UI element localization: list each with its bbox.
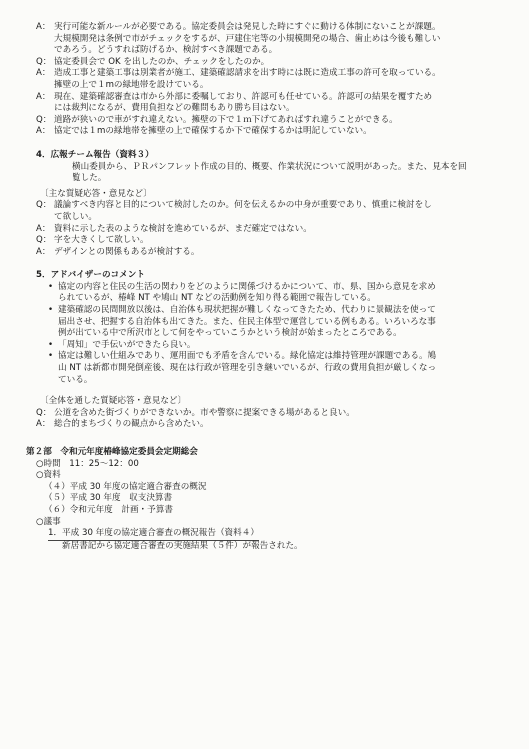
- qa-row: [26, 115, 499, 127]
- qa-mark: A：: [36, 223, 51, 234]
- section-4-body: [26, 162, 499, 185]
- bullet-dot-icon: •: [48, 351, 54, 362]
- agenda-label: ○議事: [36, 516, 61, 527]
- bullet-text-line: ている。: [58, 374, 93, 385]
- qa-text-line: 字を大きくして欲しい。: [54, 235, 149, 246]
- qa-text: [54, 22, 499, 57]
- qa-mark: Q：: [36, 235, 52, 246]
- qa-text-line: には裁判になるが、費用負担などの難問もあり勝ち目はない。: [54, 103, 295, 114]
- qa-row: [26, 247, 499, 259]
- qa-row: [26, 22, 499, 57]
- qa-text: [54, 247, 499, 259]
- section-5-heading: 5．アドバイザーのコメント: [36, 270, 145, 281]
- qa-text: [54, 92, 499, 115]
- bullet-text-line: 山 NT は新都市開発倒産後、現在は行政が管理を引き継いでいるが、行政の費用負担が厳しくなっ: [58, 363, 437, 374]
- section-5-qa-heading: 〔全体を通した質疑応答・意見など〕: [40, 396, 187, 407]
- qa-row: [26, 235, 499, 247]
- qa-text: [54, 408, 499, 420]
- qa-text: [54, 419, 499, 431]
- bullet-text-line: 例が出ている中で所沢市として何をやっていこうかという検討が始まったところである。: [58, 328, 402, 339]
- section-4-body-line: 横山委員から、ＰＲパンフレット作成の目的、概要、作業状況について説明があった。また、見本を回: [72, 161, 467, 172]
- agenda-body: 新居書記から協定適合審査の実施結果（５件）が報告された。: [62, 540, 303, 551]
- qa-text: [54, 200, 499, 223]
- qa-row: [26, 92, 499, 115]
- qa-mark: A：: [36, 22, 51, 32]
- qa-text-line: 造成工事と建築工事は別業者が施工、建築確認請求を出す時には既に造成工事の許可を取っている。: [54, 68, 441, 79]
- meeting-time: ○時間 11：25～12：00: [36, 458, 139, 469]
- qa-mark: Q：: [36, 200, 52, 211]
- bullet-text-line: 届出させ、把握する自治体も出てきた。また、住民主体型で運営している例もある。いろいろな事: [58, 316, 436, 327]
- bullet-text-line: 協定は難しい仕組みであり、運用面でも矛盾を含んでいる。緑化協定は維持管理が課題である。鳩: [58, 351, 437, 362]
- qa-row: [26, 57, 499, 69]
- qa-text-line: 大規模開発は条例で市がチェックをするが、戸建住宅等の小規模開発の場合、歯止めは今後も難しい: [54, 33, 441, 44]
- qa-text-line: 実行可能な新ルールが必要である。協定委員会は発見した時にすぐに動ける体制にないことが課題。: [54, 22, 441, 32]
- qa-text-line: 擁壁の上で１mの緑地帯を設けている。: [54, 79, 209, 90]
- qa-text-line: デザインとの関係もあるが検討する。: [54, 246, 200, 257]
- qa-text-line: 総合的まちづくりの観点から含めたい。: [54, 419, 209, 430]
- comment-bullet: [26, 351, 499, 386]
- qa-row: [26, 68, 499, 91]
- qa-row: [26, 419, 499, 431]
- qa-mark: A：: [36, 419, 51, 430]
- comment-bullet: [26, 340, 499, 352]
- qa-mark: Q：: [36, 56, 52, 67]
- section-4-body-line: 覧した。: [72, 173, 107, 184]
- qa-text: [54, 224, 499, 236]
- qa-mark: A：: [36, 246, 51, 257]
- qa-mark: Q：: [36, 114, 52, 125]
- agenda-item-title: 1．平成 30 年度の協定適合審査の概況報告（資料４）: [48, 528, 259, 541]
- comment-bullet: [26, 282, 499, 305]
- qa-text-line: であろう。どうすれば防げるか、検討すべき課題である。: [54, 45, 278, 56]
- qa-text: [54, 126, 499, 138]
- qa-block-top: [26, 22, 499, 138]
- section-5-qa: [26, 408, 499, 431]
- qa-text-line: 協定では１mの緑地帯を擁壁の上で確保するか下で確保するかは明記していない。: [54, 126, 372, 137]
- bullet-text: [58, 351, 436, 386]
- qa-text-line: て欲しい。: [54, 211, 97, 222]
- agenda-item: [26, 528, 499, 541]
- bullet-dot-icon: •: [48, 281, 54, 292]
- qa-text-line: 議論すべき内容と目的について検討したのか。何を伝えるかの中身が重要であり、慎重に検討をし: [54, 200, 432, 211]
- qa-mark: A：: [36, 68, 51, 79]
- material-item: （６）令和元年度 計画・予算書: [44, 504, 173, 515]
- section-4-heading: 4．広報チーム報告（資料３）: [36, 149, 154, 160]
- qa-mark: A：: [36, 126, 51, 137]
- comment-bullet: [26, 305, 499, 340]
- qa-mark: A：: [36, 91, 51, 102]
- part-2-heading: 第２部 令和元年度椿峰協定委員会定期総会: [26, 447, 198, 457]
- qa-text-line: 現在、建築確認審査は市から外部に委嘱しており、許認可も任せている。許認可の結果を覆すため: [54, 91, 433, 102]
- bullet-text: [58, 340, 196, 352]
- material-item: （５）平成 30 年度 収支決算書: [44, 493, 173, 504]
- bullet-dot-icon: •: [48, 339, 54, 350]
- qa-row: [26, 200, 499, 223]
- qa-text: [54, 68, 499, 91]
- section-4-qa: [26, 200, 499, 258]
- qa-text-line: 道路が狭いので車がすれ違えない。擁壁の下で１ｍ下げてあればすれ違うことができる。: [54, 114, 398, 125]
- qa-text-line: 公道を含めた街づくりができないか。市や警察に提案できる場があると良い。: [54, 407, 355, 418]
- bullet-dot-icon: •: [48, 305, 54, 316]
- qa-text: [54, 235, 499, 247]
- section-5-bullets: [26, 282, 499, 386]
- bullet-text-line: 「周知」で手伝いができたら良い。: [58, 339, 196, 350]
- materials-label: ○資料: [36, 470, 61, 481]
- qa-text: [54, 115, 499, 127]
- qa-text-line: 資料に示した表のような検討を進めているが、まだ確定ではない。: [54, 223, 312, 234]
- section-4-qa-heading: 〔主な質疑応答・意見など〕: [40, 188, 152, 199]
- material-item: （４）平成 30 年度の協定適合審査の概況: [44, 481, 207, 492]
- bullet-text-line: られているが、椿峰 NT や鳩山 NT などの活動例を知り得る範囲で報告している。: [58, 293, 376, 304]
- qa-row: [26, 224, 499, 236]
- qa-mark: Q：: [36, 407, 52, 418]
- bullet-text: [58, 305, 436, 340]
- bullet-text-line: 協定の内容と住民の生活の関わりをどのように関係づけるかについて、市、県、国から意見を求め: [58, 281, 436, 292]
- bullet-text-line: 建築確認の民間開放以後は、自治体も現状把握が難しくなってきたため、代わりに景観法を使って: [58, 305, 436, 316]
- qa-row: [26, 126, 499, 138]
- bullet-text: [58, 282, 436, 305]
- qa-text: [54, 57, 499, 69]
- qa-row: [26, 408, 499, 420]
- qa-text-line: 協定委員会で OK を出したのか、チェックをしたのか。: [54, 56, 270, 67]
